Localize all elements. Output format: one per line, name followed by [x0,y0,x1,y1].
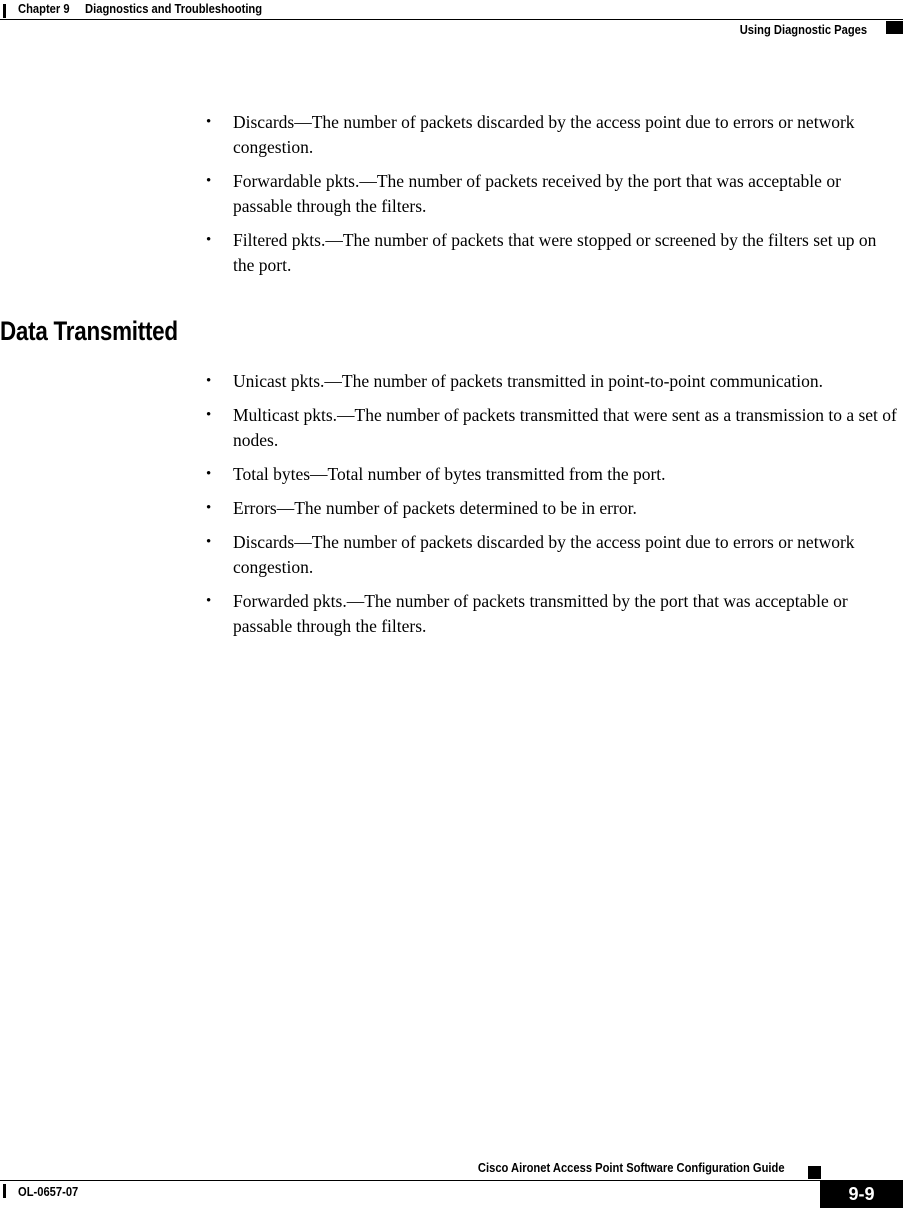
list-item [0,462,903,487]
transmitted-stats-list [0,369,903,648]
list-item-text: Discards—The number of packets discarded by the access point due to errors or network congestion. [233,112,855,157]
section-heading: Data Transmitted [0,316,178,346]
chapter-label: Chapter 9 [18,1,70,16]
header-right-block [886,21,903,34]
running-header-section: Using Diagnostic Pages [739,22,867,37]
list-item-text: Discards—The number of packets discarded by the access point due to errors or network congestion. [233,532,855,577]
list-item [0,228,903,278]
list-item [0,589,903,639]
list-item-text: Multicast pkts.—The number of packets transmitted that were sent as a transmission to a set of nodes. [233,405,897,450]
footer-guide-title: Cisco Aironet Access Point Software Configuration Guide [478,1160,785,1175]
bullet-icon: • [206,173,212,189]
footer-left-bar [3,1184,6,1198]
bullet-icon: • [206,593,212,609]
bullet-icon: • [206,466,212,482]
list-item [0,496,903,521]
page-number: 9-9 [848,1184,875,1204]
bullet-icon: • [206,373,212,389]
bullet-icon: • [206,500,212,516]
bullet-icon: • [206,407,212,423]
list-item-text: Forwardable pkts.—The number of packets received by the port that was acceptable or passable through the filters. [233,171,841,216]
received-stats-list [0,110,903,287]
list-item-text: Forwarded pkts.—The number of packets transmitted by the port that was acceptable or passable through the filters. [233,591,848,636]
list-item [0,530,903,580]
list-item [0,110,903,160]
footer-marker-block [808,1166,821,1179]
running-header-chapter [18,1,262,16]
list-item-text: Filtered pkts.—The number of packets that were stopped or screened by the filters set up on the port. [233,230,877,275]
bullet-icon: • [206,232,212,248]
list-item-text: Total bytes—Total number of bytes transmitted from the port. [233,464,666,484]
chapter-title: Diagnostics and Troubleshooting [85,1,263,16]
list-item-text: Unicast pkts.—The number of packets transmitted in point-to-point communication. [233,371,824,391]
footer-doc-number: OL-0657-07 [18,1184,79,1199]
list-item [0,403,903,453]
footer-rule [0,1180,903,1181]
list-item [0,169,903,219]
bullet-icon: • [206,114,212,130]
bullet-icon: • [206,534,212,550]
header-left-bar [3,4,6,18]
list-item-text: Errors—The number of packets determined to be in error. [233,498,637,518]
list-item [0,369,903,394]
header-rule [0,19,903,20]
